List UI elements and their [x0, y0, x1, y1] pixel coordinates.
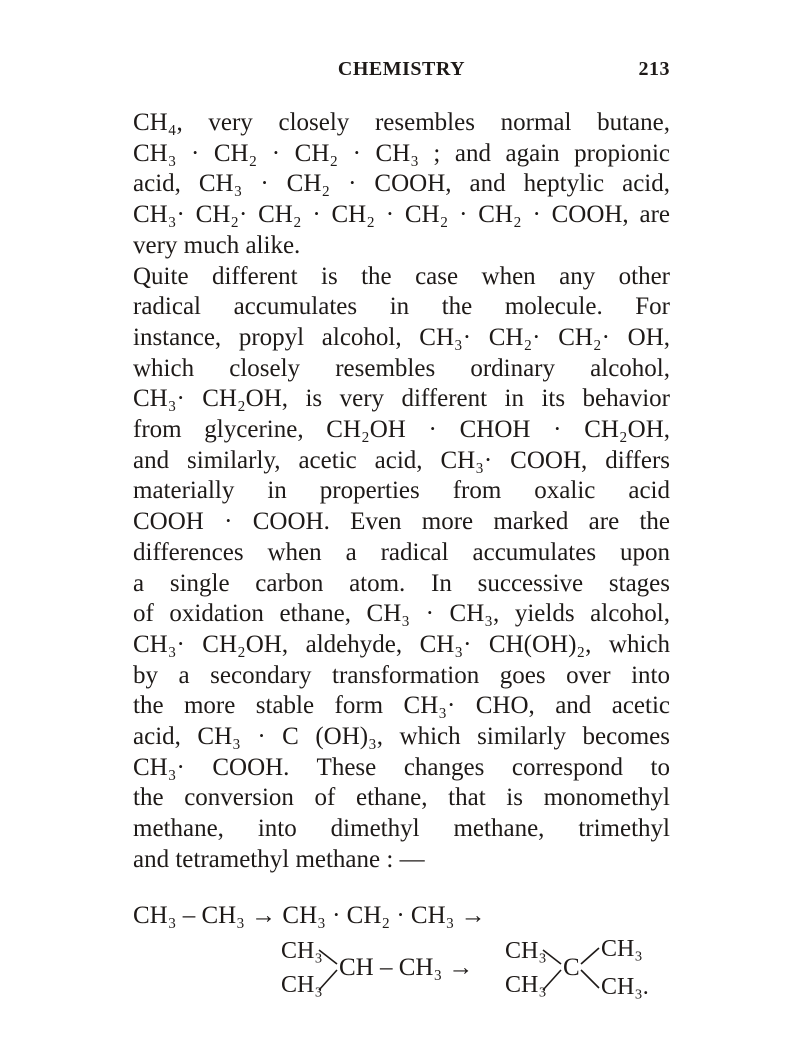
- text-line: CH₃· COOH. These changes correspond to: [133, 753, 670, 781]
- running-title: CHEMISTRY: [337, 58, 466, 80]
- text-line: COOH · COOH. Even more marked are the: [133, 508, 670, 536]
- tetramethyl-central-carbon: C: [563, 953, 580, 981]
- structural-formula-equation: [133, 902, 670, 1002]
- text-line: and tetramethyl methane : —: [133, 845, 425, 873]
- text-line: materially in properties from oxalic acid: [133, 477, 670, 505]
- text-line: the more stable form CH₃· CHO, and acetic: [133, 692, 670, 720]
- equation-line-ethane-propane: CH₃ – CH₃ → CH₃ · CH₂ · CH₃ →: [133, 901, 486, 929]
- text-line: the conversion of ethane, that is monomethyl: [133, 784, 670, 812]
- tetramethyl-right-top-group: CH₃: [601, 935, 643, 962]
- tetramethyl-right-bottom-group: CH₃.: [601, 973, 649, 1000]
- tetramethyl-left-bottom-group: CH₃: [505, 971, 547, 998]
- text-line: a single carbon atom. In successive stages: [133, 569, 670, 597]
- book-page: [133, 58, 670, 1002]
- text-line: CH₃· CH₂OH, is very different in its behavior: [133, 385, 670, 413]
- text-line: CH₄, very closely resembles normal butane,: [133, 109, 670, 136]
- text-line: CH₃· CH₂OH, aldehyde, CH₃· CH(OH)₂, which: [133, 630, 670, 658]
- dimethyl-bottom-group: CH₃: [281, 971, 323, 998]
- text-line: radical accumulates in the molecule. For: [133, 293, 670, 321]
- running-head: [133, 58, 670, 88]
- page-number: 213: [638, 58, 670, 80]
- tetramethyl-left-top-group: CH₃: [505, 937, 547, 964]
- body-text: [133, 108, 670, 876]
- text-line: very much alike.: [133, 231, 301, 259]
- text-line: differences when a radical accumulates upon: [133, 538, 670, 566]
- dimethyl-main-chain: CH – CH₃ →: [339, 953, 474, 981]
- bond-line: [581, 970, 599, 988]
- text-line: and similarly, acetic acid, CH₃· COOH, differs: [133, 446, 670, 474]
- text-line: instance, propyl alcohol, CH₃· CH₂· CH₂· OH,: [133, 323, 670, 351]
- text-line: CH₃· CH₂· CH₂ · CH₂ · CH₂ · CH₂ · COOH, are: [133, 201, 670, 229]
- dimethyl-top-group: CH₃: [281, 937, 323, 964]
- bond-lines: [133, 902, 670, 1002]
- text-line: from glycerine, CH₂OH · CHOH · CH₂OH,: [133, 416, 670, 444]
- text-line: Quite different is the case when any other: [133, 262, 670, 290]
- text-line: which closely resembles ordinary alcohol,: [133, 354, 670, 382]
- text-line: acid, CH₃ · C (OH)₃, which similarly becomes: [133, 723, 670, 751]
- text-line: acid, CH₃ · CH₂ · COOH, and heptylic acid,: [133, 170, 670, 198]
- text-line: CH₃ · CH₂ · CH₂ · CH₃ ; and again propionic: [133, 139, 670, 167]
- text-line: of oxidation ethane, CH₃ · CH₃, yields alcohol,: [133, 600, 670, 628]
- text-line: by a secondary transformation goes over into: [133, 661, 670, 689]
- bond-line: [581, 948, 599, 964]
- text-line: methane, into dimethyl methane, trimethyl: [133, 815, 670, 843]
